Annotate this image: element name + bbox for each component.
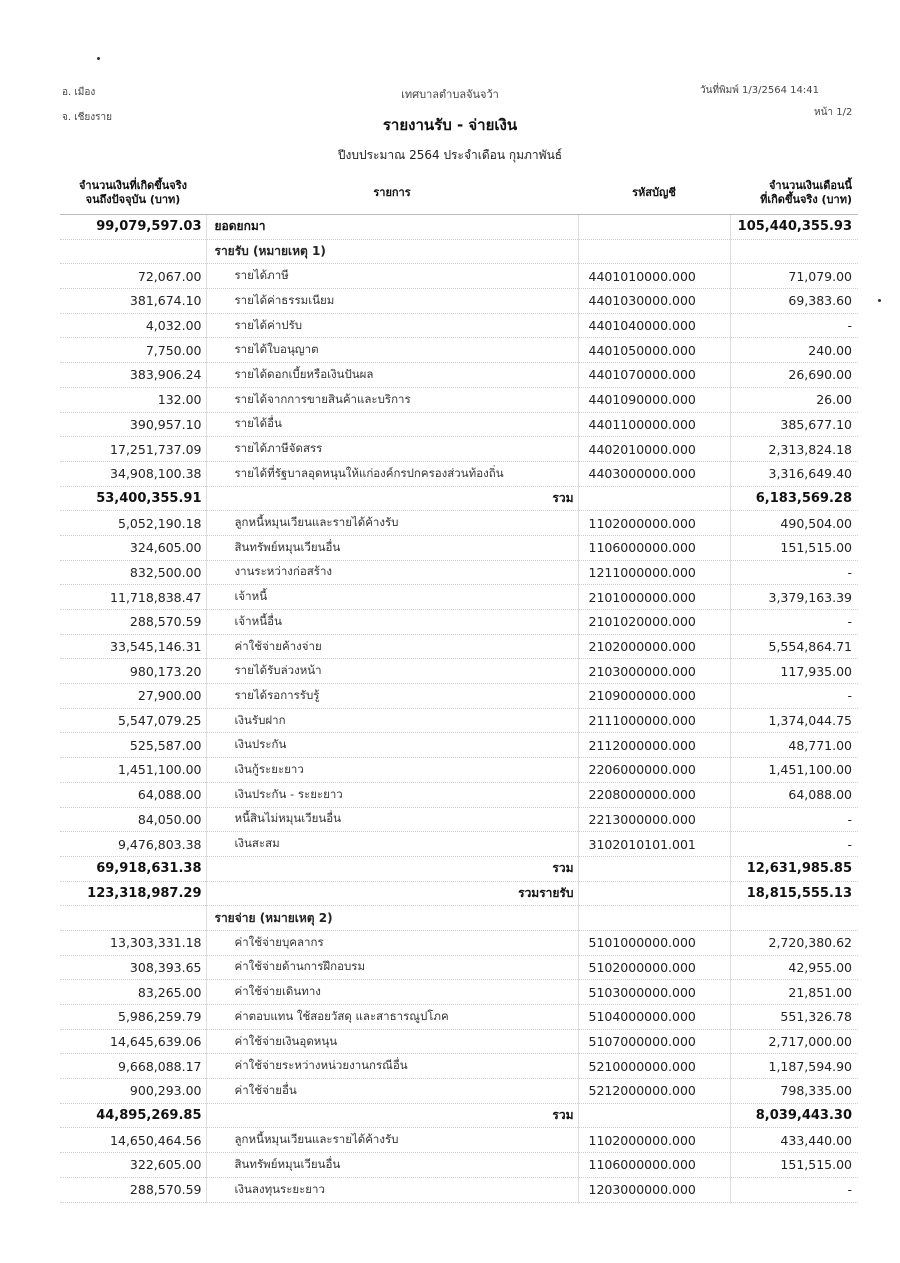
total-row xyxy=(60,1103,858,1128)
cell-item-label: สินทรัพย์หมุนเวียนอื่น xyxy=(206,535,578,560)
cell-account-code: 2208000000.000 xyxy=(578,782,730,807)
section-heading-row xyxy=(60,906,858,931)
cell-ytd-amount: 9,476,803.38 xyxy=(60,832,206,857)
print-date xyxy=(700,83,819,98)
district-label: อ. เมือง xyxy=(62,87,96,98)
cell-account-code: 2111000000.000 xyxy=(578,708,730,733)
cell-account-code: 1102000000.000 xyxy=(578,1128,730,1153)
cell-ytd-amount: 381,674.10 xyxy=(60,289,206,314)
col-header-month-actual: จำนวนเงินเดือนนี้ ที่เกิดขึ้นจริง (บาท) xyxy=(730,172,858,215)
cell-month-amount: 12,631,985.85 xyxy=(730,856,858,881)
cell-account-code xyxy=(578,239,730,264)
cell-item-label: รายรับ (หมายเหตุ 1) xyxy=(206,239,578,264)
cell-month-amount: - xyxy=(730,807,858,832)
cell-item-label: เงินประกัน - ระยะยาว xyxy=(206,782,578,807)
table-row xyxy=(60,832,858,857)
cell-ytd-amount: 17,251,737.09 xyxy=(60,437,206,462)
cell-ytd-amount: 123,318,987.29 xyxy=(60,881,206,906)
cell-account-code: 4403000000.000 xyxy=(578,461,730,486)
table-row xyxy=(60,758,858,783)
cell-item-label: รายได้จากการขายสินค้าและบริการ xyxy=(206,387,578,412)
cell-item-label: หนี้สินไม่หมุนเวียนอื่น xyxy=(206,807,578,832)
cell-item-label: ค่าใช้จ่ายด้านการฝึกอบรม xyxy=(206,955,578,980)
table-row xyxy=(60,313,858,338)
table-row xyxy=(60,437,858,462)
table-header-row xyxy=(60,172,858,215)
table-row xyxy=(60,1128,858,1153)
cell-month-amount: 551,326.78 xyxy=(730,1005,858,1030)
total-row xyxy=(60,215,858,240)
scan-speck xyxy=(97,57,100,60)
cell-item-label: ยอดยกมา xyxy=(206,215,578,240)
cell-account-code: 4401090000.000 xyxy=(578,387,730,412)
cell-item-label: ค่าใช้จ่ายค้างจ่าย xyxy=(206,634,578,659)
cell-account-code: 5103000000.000 xyxy=(578,980,730,1005)
cell-month-amount: - xyxy=(730,313,858,338)
table-row xyxy=(60,511,858,536)
cell-month-amount: 490,504.00 xyxy=(730,511,858,536)
table-row xyxy=(60,289,858,314)
table-row xyxy=(60,610,858,635)
cell-account-code: 2102000000.000 xyxy=(578,634,730,659)
cell-item-label: งานระหว่างก่อสร้าง xyxy=(206,560,578,585)
cell-month-amount: 1,451,100.00 xyxy=(730,758,858,783)
cell-month-amount: 48,771.00 xyxy=(730,733,858,758)
cell-ytd-amount: 5,547,079.25 xyxy=(60,708,206,733)
cell-ytd-amount: 14,650,464.56 xyxy=(60,1128,206,1153)
cell-account-code: 1203000000.000 xyxy=(578,1177,730,1202)
cell-account-code: 2206000000.000 xyxy=(578,758,730,783)
cell-month-amount: - xyxy=(730,832,858,857)
cell-ytd-amount: 288,570.59 xyxy=(60,610,206,635)
cell-month-amount: 21,851.00 xyxy=(730,980,858,1005)
cell-ytd-amount: 84,050.00 xyxy=(60,807,206,832)
cell-account-code: 4401040000.000 xyxy=(578,313,730,338)
cell-month-amount: - xyxy=(730,560,858,585)
cell-item-label: ค่าใช้จ่ายบุคลากร xyxy=(206,930,578,955)
table-row xyxy=(60,980,858,1005)
cell-account-code: 5104000000.000 xyxy=(578,1005,730,1030)
cell-ytd-amount: 14,645,639.06 xyxy=(60,1029,206,1054)
cell-account-code: 4401030000.000 xyxy=(578,289,730,314)
cell-ytd-amount: 980,173.20 xyxy=(60,659,206,684)
cell-ytd-amount: 1,451,100.00 xyxy=(60,758,206,783)
report-subtitle: ปีงบประมาณ 2564 ประจำเดือน กุมภาพันธ์ xyxy=(337,148,563,162)
cell-month-amount: 105,440,355.93 xyxy=(730,215,858,240)
cell-ytd-amount: 324,605.00 xyxy=(60,535,206,560)
cell-ytd-amount: 34,908,100.38 xyxy=(60,461,206,486)
cell-item-label: รวม xyxy=(206,1103,578,1128)
cell-item-label: เงินสะสม xyxy=(206,832,578,857)
table-row xyxy=(60,412,858,437)
province-label: จ. เชียงราย xyxy=(62,112,113,123)
cell-item-label: เงินลงทุนระยะยาว xyxy=(206,1177,578,1202)
table-row xyxy=(60,733,858,758)
table-row xyxy=(60,684,858,709)
cell-ytd-amount: 525,587.00 xyxy=(60,733,206,758)
cell-ytd-amount: 11,718,838.47 xyxy=(60,585,206,610)
table-row xyxy=(60,782,858,807)
cell-month-amount: 117,935.00 xyxy=(730,659,858,684)
report-table xyxy=(60,172,858,1203)
print-date-label: วันที่พิมพ์ xyxy=(700,85,739,96)
cell-ytd-amount: 69,918,631.38 xyxy=(60,856,206,881)
table-row xyxy=(60,659,858,684)
cell-item-label: สินทรัพย์หมุนเวียนอื่น xyxy=(206,1153,578,1178)
cell-month-amount: 2,717,000.00 xyxy=(730,1029,858,1054)
cell-account-code: 4401100000.000 xyxy=(578,412,730,437)
table-row xyxy=(60,387,858,412)
cell-item-label: รายได้ที่รัฐบาลอุดหนุนให้แก่องค์กรปกครองส่วนท้องถิ่น xyxy=(206,461,578,486)
col-header-actual-ytd: จำนวนเงินที่เกิดขึ้นจริง จนถึงปัจจุบัน (บาท) xyxy=(60,172,206,215)
cell-month-amount: 8,039,443.30 xyxy=(730,1103,858,1128)
cell-month-amount xyxy=(730,239,858,264)
cell-month-amount xyxy=(730,906,858,931)
cell-ytd-amount: 13,303,331.18 xyxy=(60,930,206,955)
cell-account-code: 2101020000.000 xyxy=(578,610,730,635)
cell-item-label: เงินกู้ระยะยาว xyxy=(206,758,578,783)
cell-item-label: เงินประกัน xyxy=(206,733,578,758)
organization-name: เทศบาลตำบลจันจว้า xyxy=(401,88,499,101)
cell-month-amount: 151,515.00 xyxy=(730,1153,858,1178)
cell-ytd-amount: 308,393.65 xyxy=(60,955,206,980)
cell-month-amount: 64,088.00 xyxy=(730,782,858,807)
cell-account-code: 2213000000.000 xyxy=(578,807,730,832)
cell-item-label: รายได้ใบอนุญาต xyxy=(206,338,578,363)
cell-item-label: รายได้รอการรับรู้ xyxy=(206,684,578,709)
cell-month-amount: 26,690.00 xyxy=(730,363,858,388)
section-heading-row xyxy=(60,239,858,264)
cell-account-code: 2103000000.000 xyxy=(578,659,730,684)
cell-month-amount: 798,335.00 xyxy=(730,1079,858,1104)
col-header-item: รายการ xyxy=(206,172,578,215)
table-row xyxy=(60,535,858,560)
table-row xyxy=(60,807,858,832)
table-row xyxy=(60,560,858,585)
table-row xyxy=(60,264,858,289)
total-row xyxy=(60,486,858,511)
cell-month-amount: 26.00 xyxy=(730,387,858,412)
cell-ytd-amount: 44,895,269.85 xyxy=(60,1103,206,1128)
cell-item-label: เจ้าหนี้ xyxy=(206,585,578,610)
cell-item-label: รายได้ภาษีจัดสรร xyxy=(206,437,578,462)
cell-account-code: 4401070000.000 xyxy=(578,363,730,388)
cell-account-code: 1211000000.000 xyxy=(578,560,730,585)
col-header-account-code: รหัสบัญชี xyxy=(578,172,730,215)
cell-ytd-amount: 4,032.00 xyxy=(60,313,206,338)
cell-ytd-amount: 288,570.59 xyxy=(60,1177,206,1202)
cell-account-code: 5101000000.000 xyxy=(578,930,730,955)
total-row xyxy=(60,856,858,881)
cell-month-amount: - xyxy=(730,684,858,709)
total-row xyxy=(60,881,858,906)
cell-item-label: รวม xyxy=(206,856,578,881)
cell-account-code: 1106000000.000 xyxy=(578,1153,730,1178)
table-row xyxy=(60,338,858,363)
cell-item-label: รวม xyxy=(206,486,578,511)
cell-ytd-amount: 72,067.00 xyxy=(60,264,206,289)
cell-ytd-amount: 5,052,190.18 xyxy=(60,511,206,536)
scan-speck xyxy=(878,299,881,302)
cell-item-label: รายได้ภาษี xyxy=(206,264,578,289)
cell-month-amount: 6,183,569.28 xyxy=(730,486,858,511)
cell-account-code xyxy=(578,1103,730,1128)
cell-month-amount: 42,955.00 xyxy=(730,955,858,980)
table-row xyxy=(60,955,858,980)
cell-item-label: ค่าใช้จ่ายระหว่างหน่วยงานกรณีอื่น xyxy=(206,1054,578,1079)
cell-ytd-amount: 383,906.24 xyxy=(60,363,206,388)
cell-month-amount: 18,815,555.13 xyxy=(730,881,858,906)
cell-account-code xyxy=(578,486,730,511)
table-row xyxy=(60,1005,858,1030)
cell-month-amount: 433,440.00 xyxy=(730,1128,858,1153)
cell-ytd-amount: 83,265.00 xyxy=(60,980,206,1005)
cell-account-code: 5212000000.000 xyxy=(578,1079,730,1104)
cell-account-code: 5107000000.000 xyxy=(578,1029,730,1054)
report-title: รายงานรับ - จ่ายเงิน xyxy=(382,116,518,134)
cell-item-label: รายได้รับล่วงหน้า xyxy=(206,659,578,684)
cell-month-amount: 2,313,824.18 xyxy=(730,437,858,462)
table-row xyxy=(60,1029,858,1054)
cell-ytd-amount: 900,293.00 xyxy=(60,1079,206,1104)
print-date-value: 1/3/2564 14:41 xyxy=(742,85,819,96)
table-row xyxy=(60,461,858,486)
cell-month-amount: 3,316,649.40 xyxy=(730,461,858,486)
cell-ytd-amount: 99,079,597.03 xyxy=(60,215,206,240)
cell-item-label: ลูกหนี้หมุนเวียนและรายได้ค้างรับ xyxy=(206,511,578,536)
cell-account-code: 4401050000.000 xyxy=(578,338,730,363)
cell-ytd-amount: 132.00 xyxy=(60,387,206,412)
cell-item-label: ค่าใช้จ่ายเดินทาง xyxy=(206,980,578,1005)
table-row xyxy=(60,363,858,388)
table-row xyxy=(60,1054,858,1079)
cell-month-amount: 71,079.00 xyxy=(730,264,858,289)
cell-month-amount: 151,515.00 xyxy=(730,535,858,560)
cell-month-amount: 1,187,594.90 xyxy=(730,1054,858,1079)
cell-item-label: ลูกหนี้หมุนเวียนและรายได้ค้างรับ xyxy=(206,1128,578,1153)
cell-account-code: 1102000000.000 xyxy=(578,511,730,536)
cell-item-label: เงินรับฝาก xyxy=(206,708,578,733)
cell-ytd-amount: 53,400,355.91 xyxy=(60,486,206,511)
table-row xyxy=(60,1153,858,1178)
cell-account-code: 3102010101.001 xyxy=(578,832,730,857)
table-row xyxy=(60,1079,858,1104)
cell-ytd-amount: 322,605.00 xyxy=(60,1153,206,1178)
table-row xyxy=(60,708,858,733)
cell-month-amount: - xyxy=(730,1177,858,1202)
cell-month-amount: 5,554,864.71 xyxy=(730,634,858,659)
cell-month-amount: 3,379,163.39 xyxy=(730,585,858,610)
cell-account-code: 4402010000.000 xyxy=(578,437,730,462)
table-row xyxy=(60,1177,858,1202)
cell-account-code: 2101000000.000 xyxy=(578,585,730,610)
cell-ytd-amount: 5,986,259.79 xyxy=(60,1005,206,1030)
cell-item-label: รายได้อื่น xyxy=(206,412,578,437)
cell-item-label: รายจ่าย (หมายเหตุ 2) xyxy=(206,906,578,931)
cell-account-code: 2112000000.000 xyxy=(578,733,730,758)
cell-ytd-amount: 9,668,088.17 xyxy=(60,1054,206,1079)
cell-account-code: 1106000000.000 xyxy=(578,535,730,560)
table-row xyxy=(60,930,858,955)
cell-ytd-amount: 832,500.00 xyxy=(60,560,206,585)
cell-ytd-amount: 33,545,146.31 xyxy=(60,634,206,659)
cell-account-code xyxy=(578,881,730,906)
cell-item-label: รายได้ค่าธรรมเนียม xyxy=(206,289,578,314)
cell-account-code: 5102000000.000 xyxy=(578,955,730,980)
cell-month-amount: - xyxy=(730,610,858,635)
cell-account-code: 4401010000.000 xyxy=(578,264,730,289)
cell-ytd-amount: 7,750.00 xyxy=(60,338,206,363)
cell-month-amount: 2,720,380.62 xyxy=(730,930,858,955)
cell-account-code xyxy=(578,906,730,931)
table-row xyxy=(60,585,858,610)
cell-month-amount: 69,383.60 xyxy=(730,289,858,314)
cell-month-amount: 385,677.10 xyxy=(730,412,858,437)
cell-item-label: รวมรายรับ xyxy=(206,881,578,906)
cell-item-label: รายได้ดอกเบี้ยหรือเงินปันผล xyxy=(206,363,578,388)
cell-ytd-amount xyxy=(60,239,206,264)
cell-ytd-amount: 27,900.00 xyxy=(60,684,206,709)
cell-item-label: เจ้าหนี้อื่น xyxy=(206,610,578,635)
cell-account-code xyxy=(578,215,730,240)
cell-item-label: ค่าใช้จ่ายเงินอุดหนุน xyxy=(206,1029,578,1054)
cell-item-label: รายได้ค่าปรับ xyxy=(206,313,578,338)
cell-ytd-amount: 64,088.00 xyxy=(60,782,206,807)
cell-item-label: ค่าใช้จ่ายอื่น xyxy=(206,1079,578,1104)
cell-ytd-amount: 390,957.10 xyxy=(60,412,206,437)
cell-account-code: 5210000000.000 xyxy=(578,1054,730,1079)
cell-item-label: ค่าตอบแทน ใช้สอยวัสดุ และสาธารณูปโภค xyxy=(206,1005,578,1030)
page-value: 1/2 xyxy=(836,107,853,118)
cell-account-code xyxy=(578,856,730,881)
cell-month-amount: 1,374,044.75 xyxy=(730,708,858,733)
table-row xyxy=(60,634,858,659)
page-label: หน้า xyxy=(814,107,834,118)
cell-month-amount: 240.00 xyxy=(730,338,858,363)
cell-account-code: 2109000000.000 xyxy=(578,684,730,709)
cell-ytd-amount xyxy=(60,906,206,931)
